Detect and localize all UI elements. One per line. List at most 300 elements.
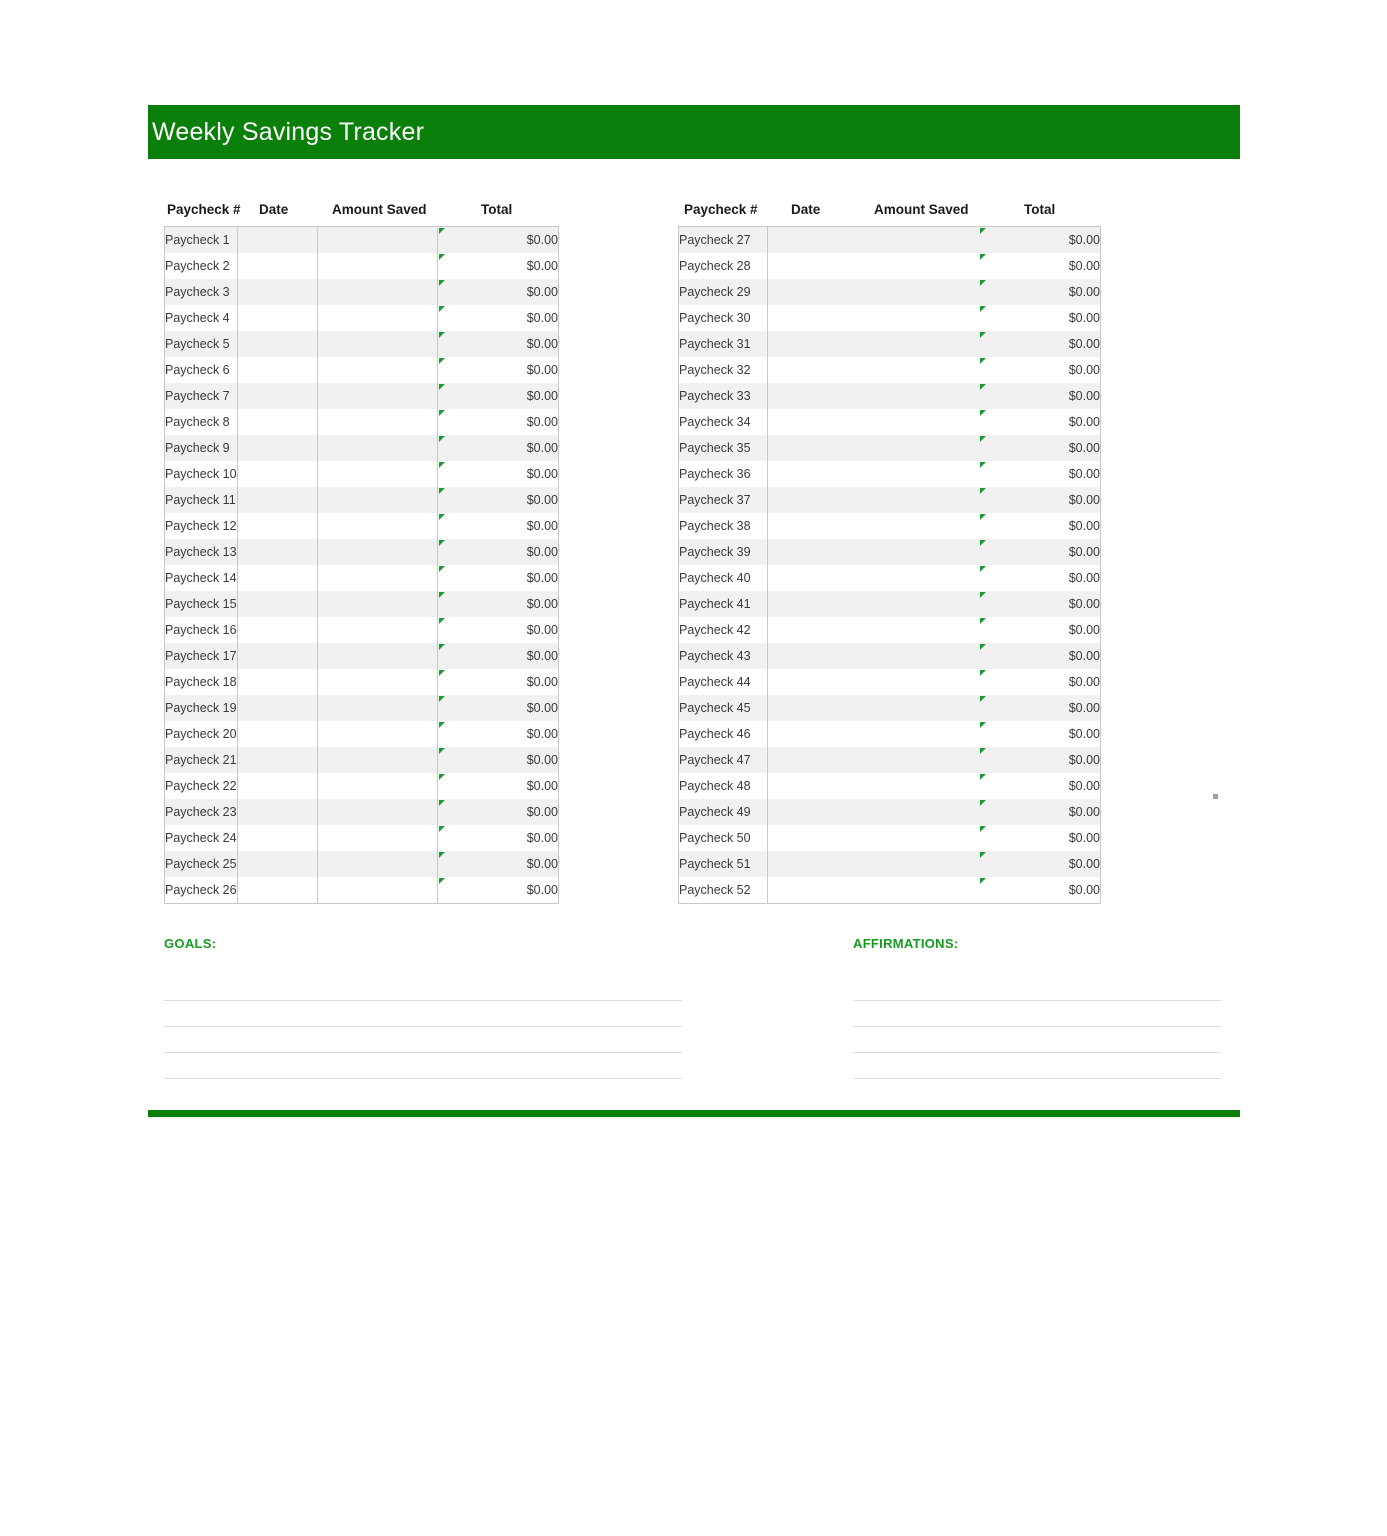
cell-amount-saved-input[interactable] bbox=[857, 825, 979, 851]
table-row[interactable] bbox=[165, 591, 559, 617]
cell-date-input[interactable] bbox=[238, 695, 318, 721]
cell-total-value: $0.00 bbox=[438, 825, 559, 851]
green-triangle-icon bbox=[980, 306, 986, 312]
cell-total-value: $0.00 bbox=[979, 565, 1101, 591]
table-row[interactable] bbox=[679, 773, 1101, 799]
table-row[interactable] bbox=[165, 409, 559, 435]
cell-amount-saved-input[interactable] bbox=[857, 643, 979, 669]
table-row[interactable] bbox=[165, 357, 559, 383]
cell-amount-saved-input[interactable] bbox=[857, 409, 979, 435]
affirmations-write-line[interactable] bbox=[853, 1053, 1221, 1079]
cell-amount-saved-input[interactable] bbox=[857, 565, 979, 591]
scan-artifact-speck bbox=[1213, 794, 1218, 799]
table-row[interactable] bbox=[679, 539, 1101, 565]
cell-amount-saved-input[interactable] bbox=[857, 305, 979, 331]
cell-amount-saved-input[interactable] bbox=[857, 487, 979, 513]
cell-total-value: $0.00 bbox=[979, 331, 1101, 357]
cell-total-value: $0.00 bbox=[438, 279, 559, 305]
cell-amount-saved-input[interactable] bbox=[318, 591, 438, 617]
cell-amount-saved-input[interactable] bbox=[318, 747, 438, 773]
cell-date-input[interactable] bbox=[768, 487, 857, 513]
green-triangle-icon bbox=[980, 358, 986, 364]
cell-total-value: $0.00 bbox=[438, 721, 559, 747]
cell-paycheck-number: Paycheck 49 bbox=[679, 799, 768, 825]
table-row[interactable] bbox=[679, 253, 1101, 279]
cell-total-value: $0.00 bbox=[979, 409, 1101, 435]
cell-amount-saved-input[interactable] bbox=[318, 461, 438, 487]
cell-total-value: $0.00 bbox=[979, 461, 1101, 487]
cell-date-input[interactable] bbox=[238, 357, 318, 383]
cell-date-input[interactable] bbox=[768, 643, 857, 669]
cell-amount-saved-input[interactable] bbox=[318, 851, 438, 877]
table-row[interactable] bbox=[165, 305, 559, 331]
column-header-paycheck: Paycheck # bbox=[167, 202, 241, 217]
cell-total-value: $0.00 bbox=[979, 773, 1101, 799]
table-row[interactable] bbox=[679, 305, 1101, 331]
affirmations-heading: AFFIRMATIONS: bbox=[853, 936, 959, 951]
green-triangle-icon bbox=[980, 722, 986, 728]
affirmations-write-line[interactable] bbox=[853, 975, 1221, 1001]
table-row[interactable] bbox=[165, 617, 559, 643]
cell-date-input[interactable] bbox=[768, 591, 857, 617]
cell-date-input[interactable] bbox=[238, 877, 318, 904]
cell-date-input[interactable] bbox=[768, 383, 857, 409]
cell-total-value: $0.00 bbox=[438, 565, 559, 591]
cell-amount-saved-input[interactable] bbox=[318, 357, 438, 383]
cell-date-input[interactable] bbox=[768, 331, 857, 357]
cell-total-value: $0.00 bbox=[438, 617, 559, 643]
cell-amount-saved-input[interactable] bbox=[857, 669, 979, 695]
column-header-total: Total bbox=[1024, 202, 1056, 217]
cell-date-input[interactable] bbox=[768, 253, 857, 279]
cell-date-input[interactable] bbox=[768, 435, 857, 461]
cell-total-value: $0.00 bbox=[979, 357, 1101, 383]
table-row[interactable] bbox=[679, 851, 1101, 877]
cell-paycheck-number: Paycheck 26 bbox=[165, 877, 238, 904]
cell-date-input[interactable] bbox=[238, 253, 318, 279]
cell-date-input[interactable] bbox=[238, 305, 318, 331]
cell-paycheck-number: Paycheck 27 bbox=[679, 227, 768, 254]
green-triangle-icon bbox=[439, 462, 445, 468]
cell-paycheck-number: Paycheck 31 bbox=[679, 331, 768, 357]
green-triangle-icon bbox=[980, 618, 986, 624]
cell-amount-saved-input[interactable] bbox=[857, 279, 979, 305]
cell-total-value: $0.00 bbox=[979, 539, 1101, 565]
cell-date-input[interactable] bbox=[768, 877, 857, 904]
table-row[interactable] bbox=[165, 799, 559, 825]
cell-amount-saved-input[interactable] bbox=[318, 565, 438, 591]
table-row[interactable] bbox=[679, 331, 1101, 357]
cell-date-input[interactable] bbox=[238, 461, 318, 487]
table-row[interactable] bbox=[679, 747, 1101, 773]
green-triangle-icon bbox=[439, 774, 445, 780]
table-row[interactable] bbox=[679, 383, 1101, 409]
cell-total-value: $0.00 bbox=[979, 721, 1101, 747]
table-row[interactable] bbox=[165, 747, 559, 773]
goals-heading: GOALS: bbox=[164, 936, 217, 951]
green-triangle-icon bbox=[980, 670, 986, 676]
green-triangle-icon bbox=[980, 852, 986, 858]
cell-total-value: $0.00 bbox=[979, 825, 1101, 851]
cell-paycheck-number: Paycheck 19 bbox=[165, 695, 238, 721]
cell-date-input[interactable] bbox=[768, 773, 857, 799]
cell-paycheck-number: Paycheck 12 bbox=[165, 513, 238, 539]
cell-amount-saved-input[interactable] bbox=[857, 513, 979, 539]
column-header-amount-saved: Amount Saved bbox=[874, 202, 969, 217]
cell-paycheck-number: Paycheck 7 bbox=[165, 383, 238, 409]
green-triangle-icon bbox=[439, 852, 445, 858]
cell-total-value: $0.00 bbox=[438, 851, 559, 877]
table-row[interactable] bbox=[165, 461, 559, 487]
cell-paycheck-number: Paycheck 14 bbox=[165, 565, 238, 591]
table-row[interactable] bbox=[165, 825, 559, 851]
table-row[interactable] bbox=[679, 227, 1101, 254]
cell-paycheck-number: Paycheck 48 bbox=[679, 773, 768, 799]
green-triangle-icon bbox=[439, 488, 445, 494]
cell-paycheck-number: Paycheck 8 bbox=[165, 409, 238, 435]
cell-amount-saved-input[interactable] bbox=[318, 227, 438, 254]
green-triangle-icon bbox=[439, 826, 445, 832]
table-row[interactable] bbox=[165, 383, 559, 409]
cell-amount-saved-input[interactable] bbox=[857, 357, 979, 383]
savings-table-block-left bbox=[164, 198, 558, 904]
green-triangle-icon bbox=[439, 592, 445, 598]
green-triangle-icon bbox=[980, 436, 986, 442]
table-row[interactable] bbox=[165, 721, 559, 747]
cell-paycheck-number: Paycheck 43 bbox=[679, 643, 768, 669]
green-triangle-icon bbox=[980, 228, 986, 234]
cell-date-input[interactable] bbox=[768, 851, 857, 877]
cell-total-value: $0.00 bbox=[979, 851, 1101, 877]
cell-total-value: $0.00 bbox=[438, 513, 559, 539]
cell-paycheck-number: Paycheck 13 bbox=[165, 539, 238, 565]
cell-date-input[interactable] bbox=[768, 539, 857, 565]
green-triangle-icon bbox=[439, 332, 445, 338]
cell-date-input[interactable] bbox=[238, 643, 318, 669]
cell-paycheck-number: Paycheck 45 bbox=[679, 695, 768, 721]
cell-paycheck-number: Paycheck 30 bbox=[679, 305, 768, 331]
cell-total-value: $0.00 bbox=[979, 591, 1101, 617]
cell-date-input[interactable] bbox=[238, 227, 318, 254]
cell-amount-saved-input[interactable] bbox=[318, 409, 438, 435]
green-triangle-icon bbox=[439, 722, 445, 728]
green-triangle-icon bbox=[980, 774, 986, 780]
cell-amount-saved-input[interactable] bbox=[318, 799, 438, 825]
cell-date-input[interactable] bbox=[768, 357, 857, 383]
cell-date-input[interactable] bbox=[768, 669, 857, 695]
cell-date-input[interactable] bbox=[768, 747, 857, 773]
column-header-row-left bbox=[164, 198, 558, 226]
cell-amount-saved-input[interactable] bbox=[857, 747, 979, 773]
cell-amount-saved-input[interactable] bbox=[857, 253, 979, 279]
cell-amount-saved-input[interactable] bbox=[857, 227, 979, 254]
column-header-amount-saved: Amount Saved bbox=[332, 202, 427, 217]
cell-paycheck-number: Paycheck 3 bbox=[165, 279, 238, 305]
cell-paycheck-number: Paycheck 25 bbox=[165, 851, 238, 877]
cell-amount-saved-input[interactable] bbox=[857, 617, 979, 643]
cell-paycheck-number: Paycheck 29 bbox=[679, 279, 768, 305]
footer-bar bbox=[148, 1110, 1240, 1117]
cell-date-input[interactable] bbox=[238, 279, 318, 305]
cell-total-value: $0.00 bbox=[979, 669, 1101, 695]
affirmations-write-line[interactable] bbox=[853, 1027, 1221, 1053]
column-header-date: Date bbox=[259, 202, 289, 217]
cell-date-input[interactable] bbox=[768, 617, 857, 643]
cell-date-input[interactable] bbox=[768, 565, 857, 591]
green-triangle-icon bbox=[439, 514, 445, 520]
cell-date-input[interactable] bbox=[238, 591, 318, 617]
cell-amount-saved-input[interactable] bbox=[857, 851, 979, 877]
cell-date-input[interactable] bbox=[768, 825, 857, 851]
cell-paycheck-number: Paycheck 18 bbox=[165, 669, 238, 695]
green-triangle-icon bbox=[439, 228, 445, 234]
cell-paycheck-number: Paycheck 21 bbox=[165, 747, 238, 773]
cell-amount-saved-input[interactable] bbox=[318, 669, 438, 695]
cell-amount-saved-input[interactable] bbox=[857, 773, 979, 799]
green-triangle-icon bbox=[980, 332, 986, 338]
table-row[interactable] bbox=[679, 591, 1101, 617]
cell-date-input[interactable] bbox=[238, 513, 318, 539]
cell-amount-saved-input[interactable] bbox=[318, 253, 438, 279]
table-row[interactable] bbox=[165, 643, 559, 669]
cell-amount-saved-input[interactable] bbox=[318, 305, 438, 331]
cell-date-input[interactable] bbox=[768, 305, 857, 331]
cell-amount-saved-input[interactable] bbox=[857, 435, 979, 461]
cell-amount-saved-input[interactable] bbox=[857, 383, 979, 409]
cell-amount-saved-input[interactable] bbox=[318, 877, 438, 904]
cell-amount-saved-input[interactable] bbox=[857, 331, 979, 357]
cell-total-value: $0.00 bbox=[438, 695, 559, 721]
cell-paycheck-number: Paycheck 20 bbox=[165, 721, 238, 747]
table-row[interactable] bbox=[165, 279, 559, 305]
cell-paycheck-number: Paycheck 9 bbox=[165, 435, 238, 461]
green-triangle-icon bbox=[980, 826, 986, 832]
cell-paycheck-number: Paycheck 50 bbox=[679, 825, 768, 851]
cell-date-input[interactable] bbox=[238, 487, 318, 513]
cell-paycheck-number: Paycheck 23 bbox=[165, 799, 238, 825]
cell-total-value: $0.00 bbox=[979, 643, 1101, 669]
table-row[interactable] bbox=[165, 773, 559, 799]
cell-total-value: $0.00 bbox=[979, 383, 1101, 409]
green-triangle-icon bbox=[439, 384, 445, 390]
cell-date-input[interactable] bbox=[768, 799, 857, 825]
cell-date-input[interactable] bbox=[768, 513, 857, 539]
table-row[interactable] bbox=[679, 279, 1101, 305]
page-title: Weekly Savings Tracker bbox=[152, 118, 425, 146]
cell-paycheck-number: Paycheck 6 bbox=[165, 357, 238, 383]
affirmations-lines bbox=[853, 975, 1221, 1079]
cell-total-value: $0.00 bbox=[979, 617, 1101, 643]
table-row[interactable] bbox=[165, 565, 559, 591]
green-triangle-icon bbox=[980, 878, 986, 884]
cell-total-value: $0.00 bbox=[438, 669, 559, 695]
cell-amount-saved-input[interactable] bbox=[857, 877, 979, 904]
cell-paycheck-number: Paycheck 47 bbox=[679, 747, 768, 773]
cell-amount-saved-input[interactable] bbox=[318, 487, 438, 513]
green-triangle-icon bbox=[980, 488, 986, 494]
column-header-row-right bbox=[678, 198, 1100, 226]
cell-paycheck-number: Paycheck 33 bbox=[679, 383, 768, 409]
table-row[interactable] bbox=[165, 695, 559, 721]
table-row[interactable] bbox=[165, 877, 559, 904]
cell-total-value: $0.00 bbox=[979, 435, 1101, 461]
cell-date-input[interactable] bbox=[238, 773, 318, 799]
cell-date-input[interactable] bbox=[238, 383, 318, 409]
cell-date-input[interactable] bbox=[238, 747, 318, 773]
cell-date-input[interactable] bbox=[238, 799, 318, 825]
cell-amount-saved-input[interactable] bbox=[318, 617, 438, 643]
cell-total-value: $0.00 bbox=[979, 253, 1101, 279]
cell-amount-saved-input[interactable] bbox=[318, 825, 438, 851]
table-row[interactable] bbox=[165, 669, 559, 695]
table-row[interactable] bbox=[679, 799, 1101, 825]
cell-total-value: $0.00 bbox=[438, 409, 559, 435]
cell-date-input[interactable] bbox=[238, 331, 318, 357]
affirmations-write-line[interactable] bbox=[853, 1001, 1221, 1027]
cell-amount-saved-input[interactable] bbox=[318, 721, 438, 747]
cell-paycheck-number: Paycheck 10 bbox=[165, 461, 238, 487]
green-triangle-icon bbox=[980, 696, 986, 702]
cell-amount-saved-input[interactable] bbox=[318, 383, 438, 409]
cell-date-input[interactable] bbox=[238, 435, 318, 461]
table-row[interactable] bbox=[679, 617, 1101, 643]
table-row[interactable] bbox=[679, 877, 1101, 904]
goals-lines bbox=[164, 975, 682, 1079]
goals-write-line[interactable] bbox=[164, 1027, 682, 1053]
green-triangle-icon bbox=[439, 748, 445, 754]
cell-total-value: $0.00 bbox=[979, 747, 1101, 773]
cell-date-input[interactable] bbox=[238, 539, 318, 565]
goals-write-line[interactable] bbox=[164, 1053, 682, 1079]
green-triangle-icon bbox=[439, 670, 445, 676]
cell-date-input[interactable] bbox=[238, 721, 318, 747]
table-row[interactable] bbox=[165, 851, 559, 877]
cell-total-value: $0.00 bbox=[979, 695, 1101, 721]
cell-total-value: $0.00 bbox=[438, 799, 559, 825]
cell-amount-saved-input[interactable] bbox=[857, 539, 979, 565]
cell-date-input[interactable] bbox=[768, 409, 857, 435]
cell-date-input[interactable] bbox=[238, 617, 318, 643]
column-header-paycheck: Paycheck # bbox=[684, 202, 758, 217]
cell-amount-saved-input[interactable] bbox=[318, 435, 438, 461]
cell-amount-saved-input[interactable] bbox=[857, 799, 979, 825]
cell-total-value: $0.00 bbox=[438, 305, 559, 331]
cell-amount-saved-input[interactable] bbox=[318, 331, 438, 357]
cell-date-input[interactable] bbox=[768, 279, 857, 305]
table-row[interactable] bbox=[165, 487, 559, 513]
cell-date-input[interactable] bbox=[238, 851, 318, 877]
cell-amount-saved-input[interactable] bbox=[318, 279, 438, 305]
goals-section bbox=[164, 936, 682, 1079]
table-row[interactable] bbox=[679, 721, 1101, 747]
cell-paycheck-number: Paycheck 16 bbox=[165, 617, 238, 643]
cell-paycheck-number: Paycheck 51 bbox=[679, 851, 768, 877]
cell-amount-saved-input[interactable] bbox=[857, 461, 979, 487]
green-triangle-icon bbox=[439, 696, 445, 702]
green-triangle-icon bbox=[439, 566, 445, 572]
cell-total-value: $0.00 bbox=[438, 747, 559, 773]
green-triangle-icon bbox=[980, 514, 986, 520]
cell-paycheck-number: Paycheck 38 bbox=[679, 513, 768, 539]
cell-paycheck-number: Paycheck 35 bbox=[679, 435, 768, 461]
cell-total-value: $0.00 bbox=[438, 383, 559, 409]
green-triangle-icon bbox=[980, 592, 986, 598]
cell-date-input[interactable] bbox=[238, 669, 318, 695]
cell-paycheck-number: Paycheck 39 bbox=[679, 539, 768, 565]
green-triangle-icon bbox=[980, 540, 986, 546]
cell-amount-saved-input[interactable] bbox=[318, 695, 438, 721]
cell-date-input[interactable] bbox=[238, 825, 318, 851]
table-row[interactable] bbox=[165, 513, 559, 539]
table-row[interactable] bbox=[165, 539, 559, 565]
cell-paycheck-number: Paycheck 15 bbox=[165, 591, 238, 617]
cell-date-input[interactable] bbox=[768, 695, 857, 721]
cell-paycheck-number: Paycheck 24 bbox=[165, 825, 238, 851]
cell-total-value: $0.00 bbox=[438, 253, 559, 279]
cell-total-value: $0.00 bbox=[438, 461, 559, 487]
table-row[interactable] bbox=[679, 487, 1101, 513]
table-row[interactable] bbox=[679, 825, 1101, 851]
cell-paycheck-number: Paycheck 4 bbox=[165, 305, 238, 331]
cell-paycheck-number: Paycheck 28 bbox=[679, 253, 768, 279]
table-row[interactable] bbox=[679, 435, 1101, 461]
green-triangle-icon bbox=[439, 644, 445, 650]
table-row[interactable] bbox=[679, 357, 1101, 383]
cell-total-value: $0.00 bbox=[438, 435, 559, 461]
cell-amount-saved-input[interactable] bbox=[318, 539, 438, 565]
cell-amount-saved-input[interactable] bbox=[857, 721, 979, 747]
table-row[interactable] bbox=[679, 409, 1101, 435]
cell-total-value: $0.00 bbox=[438, 227, 559, 254]
green-triangle-icon bbox=[439, 358, 445, 364]
cell-date-input[interactable] bbox=[238, 409, 318, 435]
cell-date-input[interactable] bbox=[238, 565, 318, 591]
column-header-total: Total bbox=[481, 202, 513, 217]
table-row[interactable] bbox=[679, 565, 1101, 591]
cell-paycheck-number: Paycheck 17 bbox=[165, 643, 238, 669]
cell-paycheck-number: Paycheck 46 bbox=[679, 721, 768, 747]
table-row[interactable] bbox=[165, 227, 559, 254]
cell-amount-saved-input[interactable] bbox=[318, 773, 438, 799]
cell-amount-saved-input[interactable] bbox=[318, 643, 438, 669]
table-row[interactable] bbox=[165, 253, 559, 279]
cell-amount-saved-input[interactable] bbox=[857, 591, 979, 617]
table-row[interactable] bbox=[165, 435, 559, 461]
cell-amount-saved-input[interactable] bbox=[857, 695, 979, 721]
cell-total-value: $0.00 bbox=[438, 487, 559, 513]
cell-total-value: $0.00 bbox=[979, 513, 1101, 539]
green-triangle-icon bbox=[439, 306, 445, 312]
cell-paycheck-number: Paycheck 42 bbox=[679, 617, 768, 643]
cell-paycheck-number: Paycheck 37 bbox=[679, 487, 768, 513]
cell-paycheck-number: Paycheck 44 bbox=[679, 669, 768, 695]
table-row[interactable] bbox=[679, 461, 1101, 487]
table-row[interactable] bbox=[165, 331, 559, 357]
table-row[interactable] bbox=[679, 643, 1101, 669]
goals-write-line[interactable] bbox=[164, 1001, 682, 1027]
goals-write-line[interactable] bbox=[164, 975, 682, 1001]
table-row[interactable] bbox=[679, 695, 1101, 721]
cell-total-value: $0.00 bbox=[979, 877, 1101, 904]
cell-date-input[interactable] bbox=[768, 721, 857, 747]
table-row[interactable] bbox=[679, 669, 1101, 695]
cell-paycheck-number: Paycheck 5 bbox=[165, 331, 238, 357]
cell-amount-saved-input[interactable] bbox=[318, 513, 438, 539]
cell-date-input[interactable] bbox=[768, 461, 857, 487]
cell-date-input[interactable] bbox=[768, 227, 857, 254]
green-triangle-icon bbox=[439, 618, 445, 624]
table-row[interactable] bbox=[679, 513, 1101, 539]
